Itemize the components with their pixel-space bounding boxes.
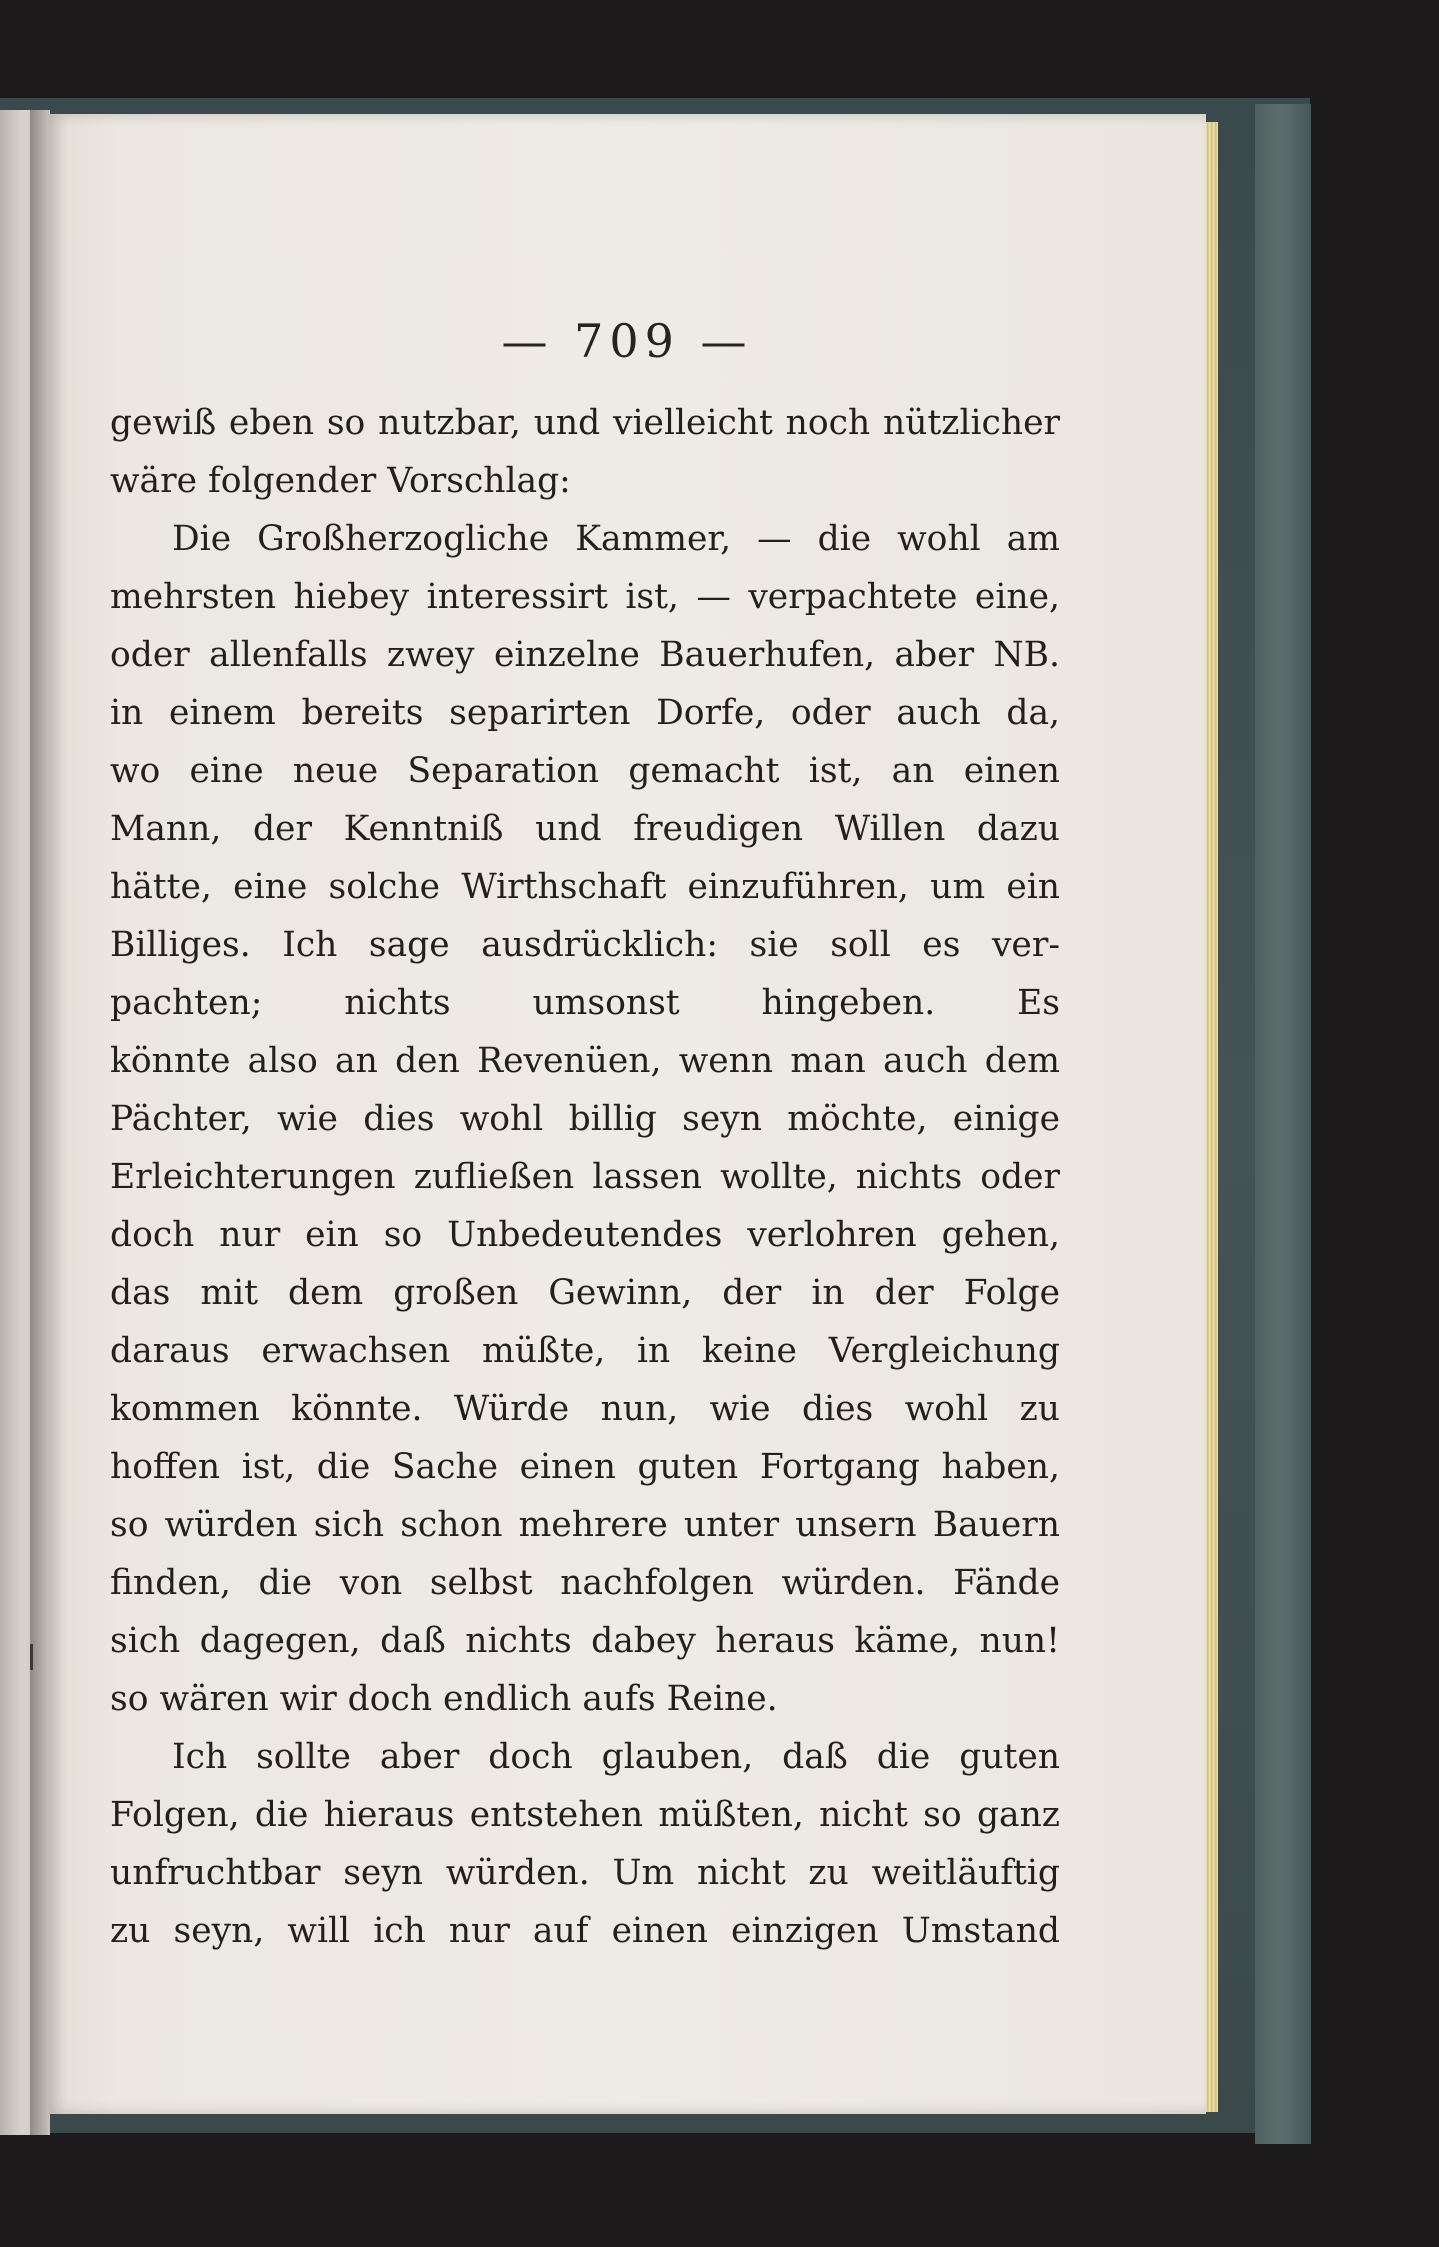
text-line: Pächter, wie dies wohl billig seyn möchte, einige (110, 1099, 1060, 1139)
text-line: unfruchtbar seyn würden. Um nicht zu weitläuftig (110, 1853, 1060, 1893)
text-line: Erleichterungen zufließen lassen wollte, nichts oder (110, 1157, 1060, 1197)
text-line: Folgen, die hieraus entstehen müßten, nicht so ganz (110, 1795, 1060, 1835)
text-line: Billiges. Ich sage ausdrücklich: sie soll es ver- (110, 925, 1060, 965)
text-line: mehrsten hiebey interessirt ist, — verpachtete eine, (110, 577, 1060, 617)
text-line: hätte, eine solche Wirthschaft einzuführen, um ein (110, 867, 1060, 907)
text-line: zu seyn, will ich nur auf einen einzigen Umstand (110, 1911, 1060, 1951)
book-page (48, 114, 1206, 2114)
text-line: Mann, der Kenntniß und freudigen Willen dazu (110, 809, 1060, 849)
text-line: sich dagegen, daß nichts dabey heraus käme, nun! (110, 1621, 1060, 1661)
page-text-block (110, 394, 1060, 1960)
text-line: könnte also an den Revenüen, wenn man auch dem (110, 1041, 1060, 1081)
margin-mark (30, 1644, 33, 1670)
text-line: Die Großherzogliche Kammer, — die wohl am (172, 519, 1060, 559)
text-line: wo eine neue Separation gemacht ist, an einen (110, 751, 1060, 791)
text-line: in einem bereits separirten Dorfe, oder auch da, (110, 693, 1060, 733)
text-line: so würden sich schon mehrere unter unsern Bauern (110, 1505, 1060, 1545)
text-line: hoffen ist, die Sache einen guten Fortgang haben, (110, 1447, 1060, 1487)
text-line: doch nur ein so Unbedeutendes verlohren gehen, (110, 1215, 1060, 1255)
text-line: so wären wir doch endlich aufs Reine. (110, 1679, 778, 1719)
text-line: das mit dem großen Gewinn, der in der Folge (110, 1273, 1060, 1313)
text-line: finden, die von selbst nachfolgen würden. Fände (110, 1563, 1060, 1603)
text-line: daraus erwachsen müßte, in keine Vergleichung (110, 1331, 1060, 1371)
text-line: wäre folgender Vorschlag: (110, 461, 571, 501)
book-gutter (30, 110, 50, 2135)
text-line: pachten; nichts umsonst hingeben. Es (110, 983, 1060, 1023)
text-line: Ich sollte aber doch glauben, daß die guten (172, 1737, 1060, 1777)
book-cover-edge (1255, 104, 1311, 2144)
text-line: kommen könnte. Würde nun, wie dies wohl zu (110, 1389, 1060, 1429)
text-line: gewiß eben so nutzbar, und vielleicht noch nützlicher (110, 403, 1060, 443)
page-number-header: — 709 — (501, 314, 753, 368)
text-line: oder allenfalls zwey einzelne Bauerhufen, aber NB. (110, 635, 1060, 675)
